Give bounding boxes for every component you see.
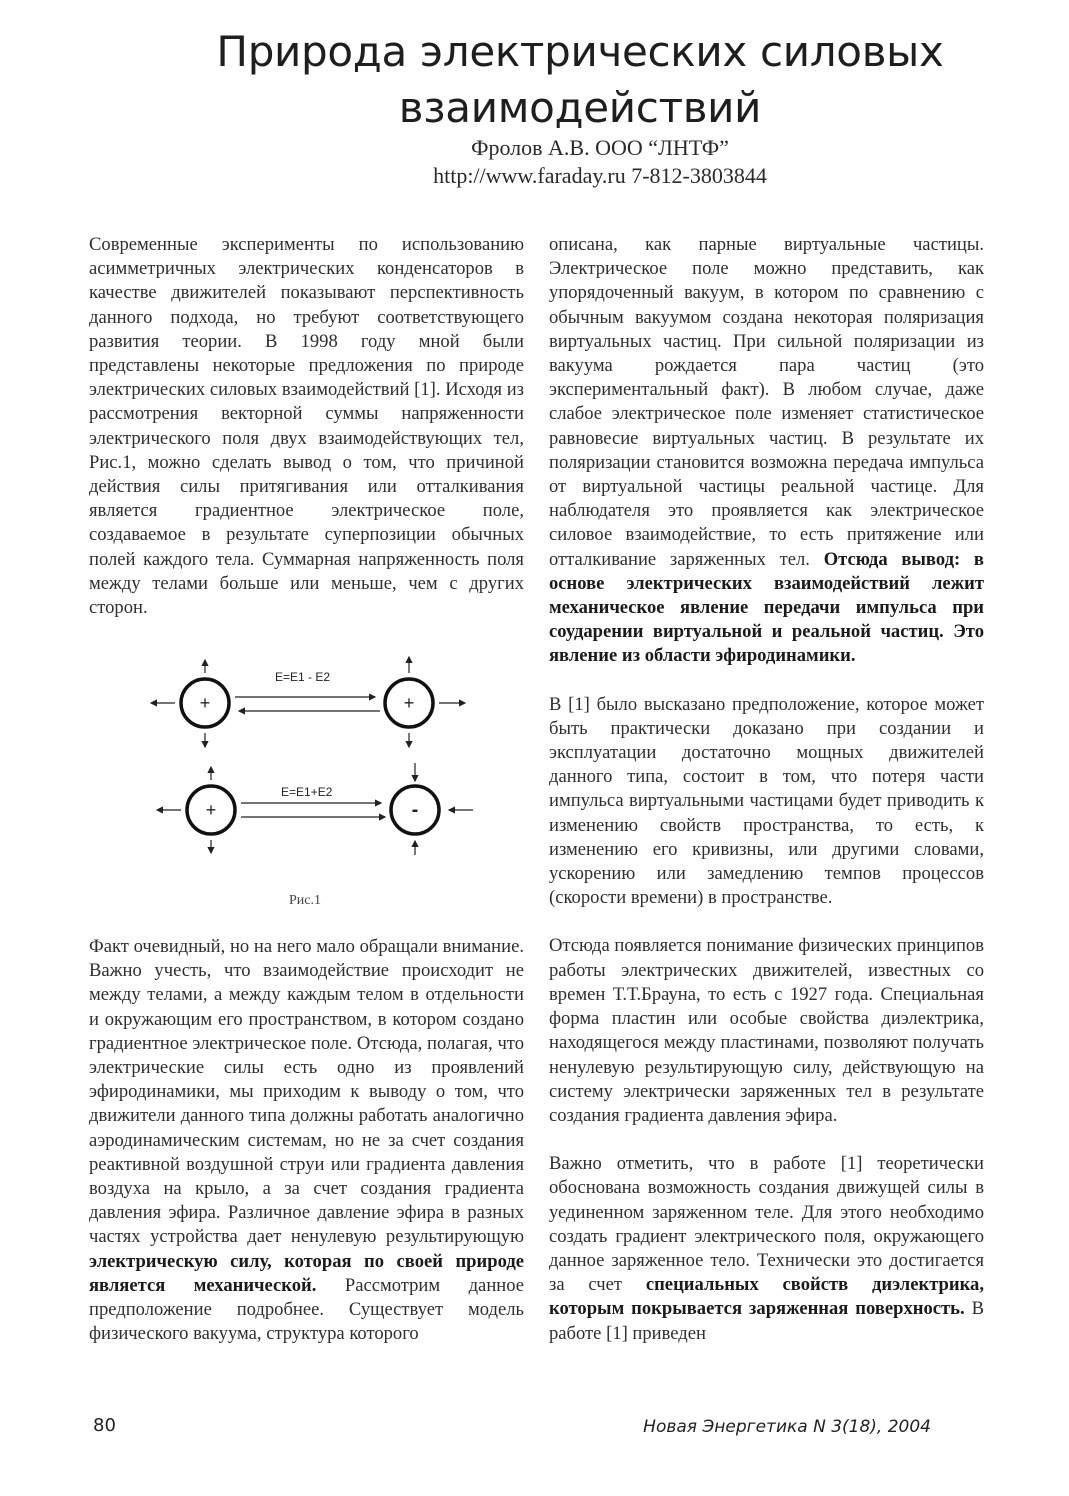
emphasis-conclusion: Отсюда вывод: в основе электрических взаимодействий лежит механическое явление передачи импульса при соударении виртуальной и реальной частиц. Это явление из области эфиродинамики. [549,548,984,667]
paragraph-fact: Факт очевидный, но на него мало обращали внимание. Важно учесть, что взаимодействие происходит не между телами, а между каждым телом в отдельности и окружающим его пространством, в котором создано градиентное электрическое поле. Отсюда, полагая, что электрические силы есть одно из проявлений эфиродинамики, мы приходим к выводу о том, что движители данного типа должны работать аналогично аэродинамическим системам, но не за счет создания реактивной воздушной струи или градиента давления воздуха на крыло, а за счет создания градиента давления эфира. Различное давление эфира в разных частях устройства дает ненулевую результирующую электрическую силу, которая по своей природе является механической. Рассмотрим данное предположение подробнее. Существует модель физического вакуума, структура которого [89,936,524,1345]
equation-attraction: E=E1+E2 [281,785,333,799]
title-line-2: взаимодействий [398,83,762,132]
paragraph-dielectric: Важно отметить, что в работе [1] теоретически обоснована возможность создания движущей силы в уединенном заряженном теле. Для этого необходимо создать градиент электрического поля, окружающего данное заряженное тело. Технически это достигается за счет специальных свойств диэлектрика, которым покрывается заряженная поверхность. В работе [1] приведен [549,1153,984,1344]
contact-info: http://www.faraday.ru 7-812-3803844 [433,163,767,188]
article-title [200,24,960,136]
left-column-bottom [89,935,524,1370]
journal-name: Новая Энергетика N 3(18), 2004 [643,1417,931,1437]
emphasis-dielectric: специальных свойств диэлектрика, которым покрывается заряженная поверхность. [549,1274,984,1320]
byline [300,134,900,190]
equation-repulsion: E=E1 - E2 [275,670,331,684]
paragraph-intro: Современные эксперименты по использованию асимметричных электрических конденсаторов в качестве движителей показывают перспективность данного подхода, но требуют соответствующего развития теории. В 1998 году мной были представлены некоторые предложения по природе электрических силовых взаимодействий [1]. Исходя из рассмотрения векторной суммы напряженности электрического поля двух взаимодействующих тел, Рис.1, можно сделать вывод о том, что причиной действия силы притягивания или отталкивания является градиентное электрическое поле, создаваемое в результате суперпозиции обычных полей каждого тела. Суммарная напряженность поля между телами больше или меньше, чем с других сторон. [89,234,524,619]
page-number: 80 [93,1415,116,1436]
paragraph-hypothesis: В [1] было высказано предположение, которое может быть практически доказано при создании и эксплуатации достаточно мощных движителей данного типа, состоит в том, что потеря части импульса виртуальными частицами будет приводить к изменению свойств пространства, то есть, к изменению его кривизны, или другими словами, ускорению или замедлению темпов процессов (скорости времени) в пространстве. [549,693,984,909]
paragraph-vacuum: описана, как парные виртуальные частицы. Электрическое поле можно представить, как упорядоченный вакуум, в котором по сравнению с обычным вакуумом создана некоторая поляризация виртуальных частиц. При сильной поляризации из вакуума рождается пара частиц (это экспериментальный факт). В любом случае, даже слабое электрическое поле изменяет статистическое равновесие виртуальных частиц. В результате их поляризации становится возможна передача импульса от виртуальной частицы реальной частице. Для наблюдателя это проявляется как электрическое силовое взаимодействие, то есть притяжение или отталкивание заряженных тел. Отсюда вывод: в основе электрических взаимодействий лежит механическое явление передачи импульса при соударении виртуальной и реальной частиц. Это явление из области эфиродинамики. [549,234,984,667]
svg-text:+: + [403,693,415,713]
right-column [549,233,984,1370]
svg-text:-: - [411,799,419,821]
figure-caption: Рис.1 [289,893,321,908]
left-column-top [89,233,524,644]
figure-1 [135,645,475,915]
title-line-1: Природа электрических силовых [216,27,944,76]
emphasis-mechanical-force: электрическую силу, которая по своей природе является механической. [89,1250,524,1296]
paragraph-brown: Отсюда появляется понимание физических принципов работы электрических движителей, известных со времен Т.Т.Брауна, то есть с 1927 года. Специальная форма пластин или особые свойства диэлектрика, находящегося между пластинами, позволяют получать ненулевую результирующую силу, действующую на систему электрически заряженных тел в результате создания градиента давления эфира. [549,935,984,1126]
svg-text:+: + [205,800,217,820]
author: Фролов А.В. ООО “ЛНТФ” [471,135,729,160]
svg-text:+: + [199,693,211,713]
